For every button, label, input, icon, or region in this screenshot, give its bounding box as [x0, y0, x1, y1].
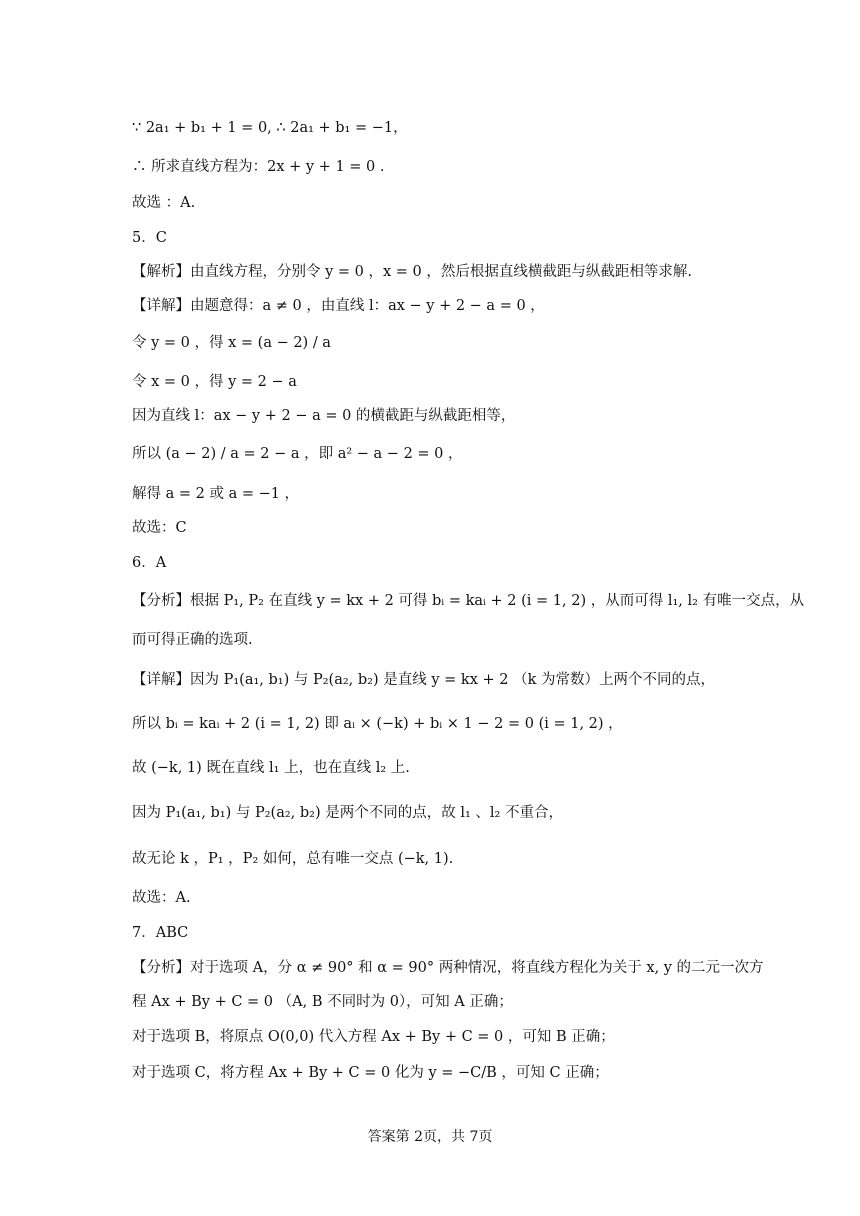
text-line: 所以 (a − 2) / a = 2 − a ，即 a² − a − 2 = 0 ， — [132, 446, 463, 462]
text-line: 【解析】由直线方程，分别令 y = 0 ，x = 0 ，然后根据直线横截距与纵截距相等求解. — [132, 264, 692, 280]
text-line: 解得 a = 2 或 a = −1 ， — [132, 486, 300, 502]
text-line: 对于选项 C，将方程 Ax + By + C = 0 化为 y = −C/B ，可知 C 正确； — [132, 1065, 609, 1081]
text-line: 【分析】根据 P₁, P₂ 在直线 y = kx + 2 可得 bᵢ = kaᵢ + 2 (i = 1, 2) ，从而可得 l₁, l₂ 有唯一交点，从 — [132, 593, 805, 609]
text-line: 对于选项 B，将原点 O(0,0) 代入方程 Ax + By + C = 0 ，可知 B 正确； — [132, 1029, 615, 1045]
text-line: 6．A — [132, 555, 167, 571]
text-line: 令 x = 0 ，得 y = 2 − a — [132, 374, 297, 390]
text-line: 故选：A. — [132, 890, 191, 906]
text-line: 故 (−k, 1) 既在直线 l₁ 上，也在直线 l₂ 上. — [132, 760, 410, 776]
text-line: 【详解】由题意得：a ≠ 0 ，由直线 l：ax − y + 2 − a = 0 ， — [132, 298, 545, 314]
text-line: 令 y = 0 ，得 x = (a − 2) / a — [132, 335, 331, 351]
text-line: 故选 ：A. — [132, 195, 196, 211]
text-line: 故无论 k ，P₁ ，P₂ 如何，总有唯一交点 (−k, 1). — [132, 851, 454, 867]
text-line: ∵ 2a₁ + b₁ + 1 = 0, ∴ 2a₁ + b₁ = −1， — [132, 120, 408, 136]
page-footer: 答案第 2页，共 7页 — [367, 1129, 493, 1145]
text-line: 故选：C — [132, 520, 187, 536]
text-line: ∴ 所求直线方程为：2x + y + 1 = 0 . — [132, 159, 385, 175]
text-line: 而可得正确的选项. — [132, 632, 253, 648]
text-line: 7．ABC — [132, 925, 189, 941]
text-line: 【详解】因为 P₁(a₁, b₁) 与 P₂(a₂, b₂) 是直线 y = kx + 2 （k 为常数）上两个不同的点， — [132, 672, 715, 688]
text-line: 因为直线 l：ax − y + 2 − a = 0 的横截距与纵截距相等， — [132, 408, 516, 424]
text-line: 所以 bᵢ = kaᵢ + 2 (i = 1, 2) 即 aᵢ × (−k) + bᵢ × 1 − 2 = 0 (i = 1, 2) ， — [132, 716, 623, 732]
text-line: 【分析】对于选项 A，分 α ≠ 90° 和 α = 90° 两种情况，将直线方程化为关于 x, y 的二元一次方 — [132, 960, 764, 976]
text-line: 5．C — [132, 230, 167, 246]
text-line: 程 Ax + By + C = 0 （A, B 不同时为 0），可知 A 正确； — [132, 994, 513, 1010]
text-line: 因为 P₁(a₁, b₁) 与 P₂(a₂, b₂) 是两个不同的点，故 l₁ 、l₂ 不重合， — [132, 805, 563, 821]
